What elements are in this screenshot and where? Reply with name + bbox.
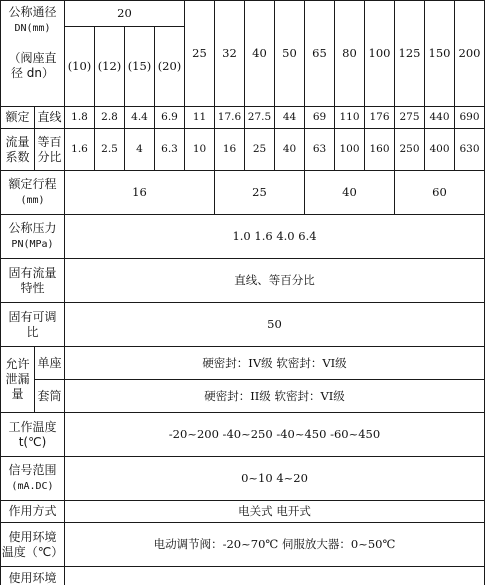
leakage-label-c: 量 <box>11 387 24 401</box>
action-label: 作用方式 <box>1 501 65 523</box>
stroke-label-b: (mm) <box>20 195 45 207</box>
flow-linear-value: 690 <box>455 107 485 129</box>
flow-eqp-value: 63 <box>305 129 335 171</box>
stroke-value-16: 16 <box>65 171 215 215</box>
flow-eqp-value: 1.6 <box>65 129 95 171</box>
pressure-value: 1.0 1.6 4.0 6.4 <box>65 215 485 259</box>
pressure-label-b: PN(MPa) <box>11 239 54 251</box>
flow-linear-value: 4.4 <box>125 107 155 129</box>
signal-value: 0~10 4~20 <box>65 457 485 501</box>
dn-label-2: DN(mm) <box>14 23 51 34</box>
signal-label-a: 信号范围 <box>8 463 57 478</box>
flow-linear-value: 17.6 <box>215 107 245 129</box>
leakage-cage-row <box>1 380 485 413</box>
flow-linear-value: 275 <box>395 107 425 129</box>
dn-label-4: 径 dn） <box>10 65 55 80</box>
stroke-label <box>1 171 65 215</box>
leakage-cage-value: 硬密封：II级 软密封：VI级 <box>65 380 485 413</box>
flow-label-c: 系数 <box>5 149 30 164</box>
rangeability-row <box>1 303 485 347</box>
flow-eqp-value: 400 <box>425 129 455 171</box>
rangeability-label-b: 比 <box>26 324 39 339</box>
flow-linear-value: 440 <box>425 107 455 129</box>
leakage-label-b: 泄漏 <box>5 372 30 386</box>
dn-sub-10: (10) <box>65 27 95 107</box>
flow-eqp-label-b: 分比 <box>37 149 62 164</box>
ambient-label <box>1 523 65 567</box>
rangeability-label-a: 固有可调 <box>8 309 57 324</box>
ambient2-row <box>1 567 485 585</box>
dn-size-80: 80 <box>335 1 365 107</box>
temperature-value: -20~200 -40~250 -40~450 -60~450 <box>65 413 485 457</box>
stroke-value-40: 40 <box>305 171 395 215</box>
flow-linear-value: 6.9 <box>155 107 185 129</box>
leakage-label-a: 允许 <box>5 357 30 371</box>
dn-size-50: 50 <box>275 1 305 107</box>
action-row <box>1 501 485 523</box>
signal-label <box>1 457 65 501</box>
ambient-label-b: 温度（℃） <box>1 544 64 559</box>
flow-linear-value: 1.8 <box>65 107 95 129</box>
flow-linear-value: 176 <box>365 107 395 129</box>
dn-sub-20: (20) <box>155 27 185 107</box>
flow-char-label <box>1 259 65 303</box>
dn-size-150: 150 <box>425 1 455 107</box>
flow-char-label-a: 固有流量 <box>8 265 57 280</box>
flow-eqp-value: 40 <box>275 129 305 171</box>
dn-size-65: 65 <box>305 1 335 107</box>
flow-linear-value: 44 <box>275 107 305 129</box>
flow-linear-value: 11 <box>185 107 215 129</box>
flow-label-b: 流量 <box>5 134 30 149</box>
dn-sub-15: (15) <box>125 27 155 107</box>
ambient2-label: 使用环境 <box>1 567 65 585</box>
ambient2-value <box>65 567 485 585</box>
header-row <box>1 1 485 27</box>
dn-label-1: 公称通径 <box>8 5 57 19</box>
flow-label-bc <box>1 129 35 171</box>
flow-label-a: 额定 <box>1 107 35 129</box>
dn-size-200: 200 <box>455 1 485 107</box>
signal-label-b: (mA.DC) <box>11 481 54 493</box>
stroke-label-a: 额定行程 <box>8 177 57 192</box>
dn-size-32: 32 <box>215 1 245 107</box>
flow-char-value: 直线、等百分比 <box>65 259 485 303</box>
dn-label-3: （阀座直 <box>8 50 57 65</box>
signal-row <box>1 457 485 501</box>
flow-char-label-b: 特性 <box>20 280 45 295</box>
dn-size-100: 100 <box>365 1 395 107</box>
temperature-label <box>1 413 65 457</box>
flow-eqp-label <box>35 129 65 171</box>
flow-eqp-value: 16 <box>215 129 245 171</box>
dn-size-125: 125 <box>395 1 425 107</box>
flow-eqp-value: 100 <box>335 129 365 171</box>
flow-eqp-label-a: 等百 <box>37 134 62 149</box>
flow-eqp-value: 250 <box>395 129 425 171</box>
flow-linear-value: 110 <box>335 107 365 129</box>
leakage-single-label: 单座 <box>35 347 65 380</box>
leakage-cage-label: 套筒 <box>35 380 65 413</box>
ambient-label-a: 使用环境 <box>8 529 57 544</box>
temperature-label-b: t(℃) <box>18 434 47 449</box>
rangeability-value: 50 <box>65 303 485 347</box>
dn-group-20: 20 <box>65 1 185 27</box>
action-value: 电关式 电开式 <box>65 501 485 523</box>
flow-linear-value: 2.8 <box>95 107 125 129</box>
leakage-single-row <box>1 347 485 380</box>
flow-eqp-value: 4 <box>125 129 155 171</box>
dn-size-40: 40 <box>245 1 275 107</box>
leakage-label <box>1 347 35 413</box>
flow-char-row <box>1 259 485 303</box>
dn-header-cell <box>1 1 65 107</box>
flow-linear-row <box>1 107 485 129</box>
dn-sub-12: (12) <box>95 27 125 107</box>
flow-linear-value: 69 <box>305 107 335 129</box>
flow-linear-label: 直线 <box>35 107 65 129</box>
temperature-row <box>1 413 485 457</box>
leakage-single-value: 硬密封：IV级 软密封：VI级 <box>65 347 485 380</box>
ambient-row <box>1 523 485 567</box>
ambient-value: 电动调节阀：-20~70℃ 伺服放大器：0~50℃ <box>65 523 485 567</box>
stroke-value-25: 25 <box>215 171 305 215</box>
pressure-label-a: 公称压力 <box>8 221 57 236</box>
flow-eqp-value: 25 <box>245 129 275 171</box>
flow-eqp-value: 10 <box>185 129 215 171</box>
stroke-value-60: 60 <box>395 171 485 215</box>
flow-eqp-value: 2.5 <box>95 129 125 171</box>
temperature-label-a: 工作温度 <box>8 419 57 434</box>
flow-linear-value: 27.5 <box>245 107 275 129</box>
pressure-label <box>1 215 65 259</box>
flow-eqp-row <box>1 129 485 171</box>
rangeability-label <box>1 303 65 347</box>
flow-eqp-value: 160 <box>365 129 395 171</box>
stroke-row <box>1 171 485 215</box>
flow-eqp-value: 630 <box>455 129 485 171</box>
flow-eqp-value: 6.3 <box>155 129 185 171</box>
dn-size-25: 25 <box>185 1 215 107</box>
pressure-row <box>1 215 485 259</box>
